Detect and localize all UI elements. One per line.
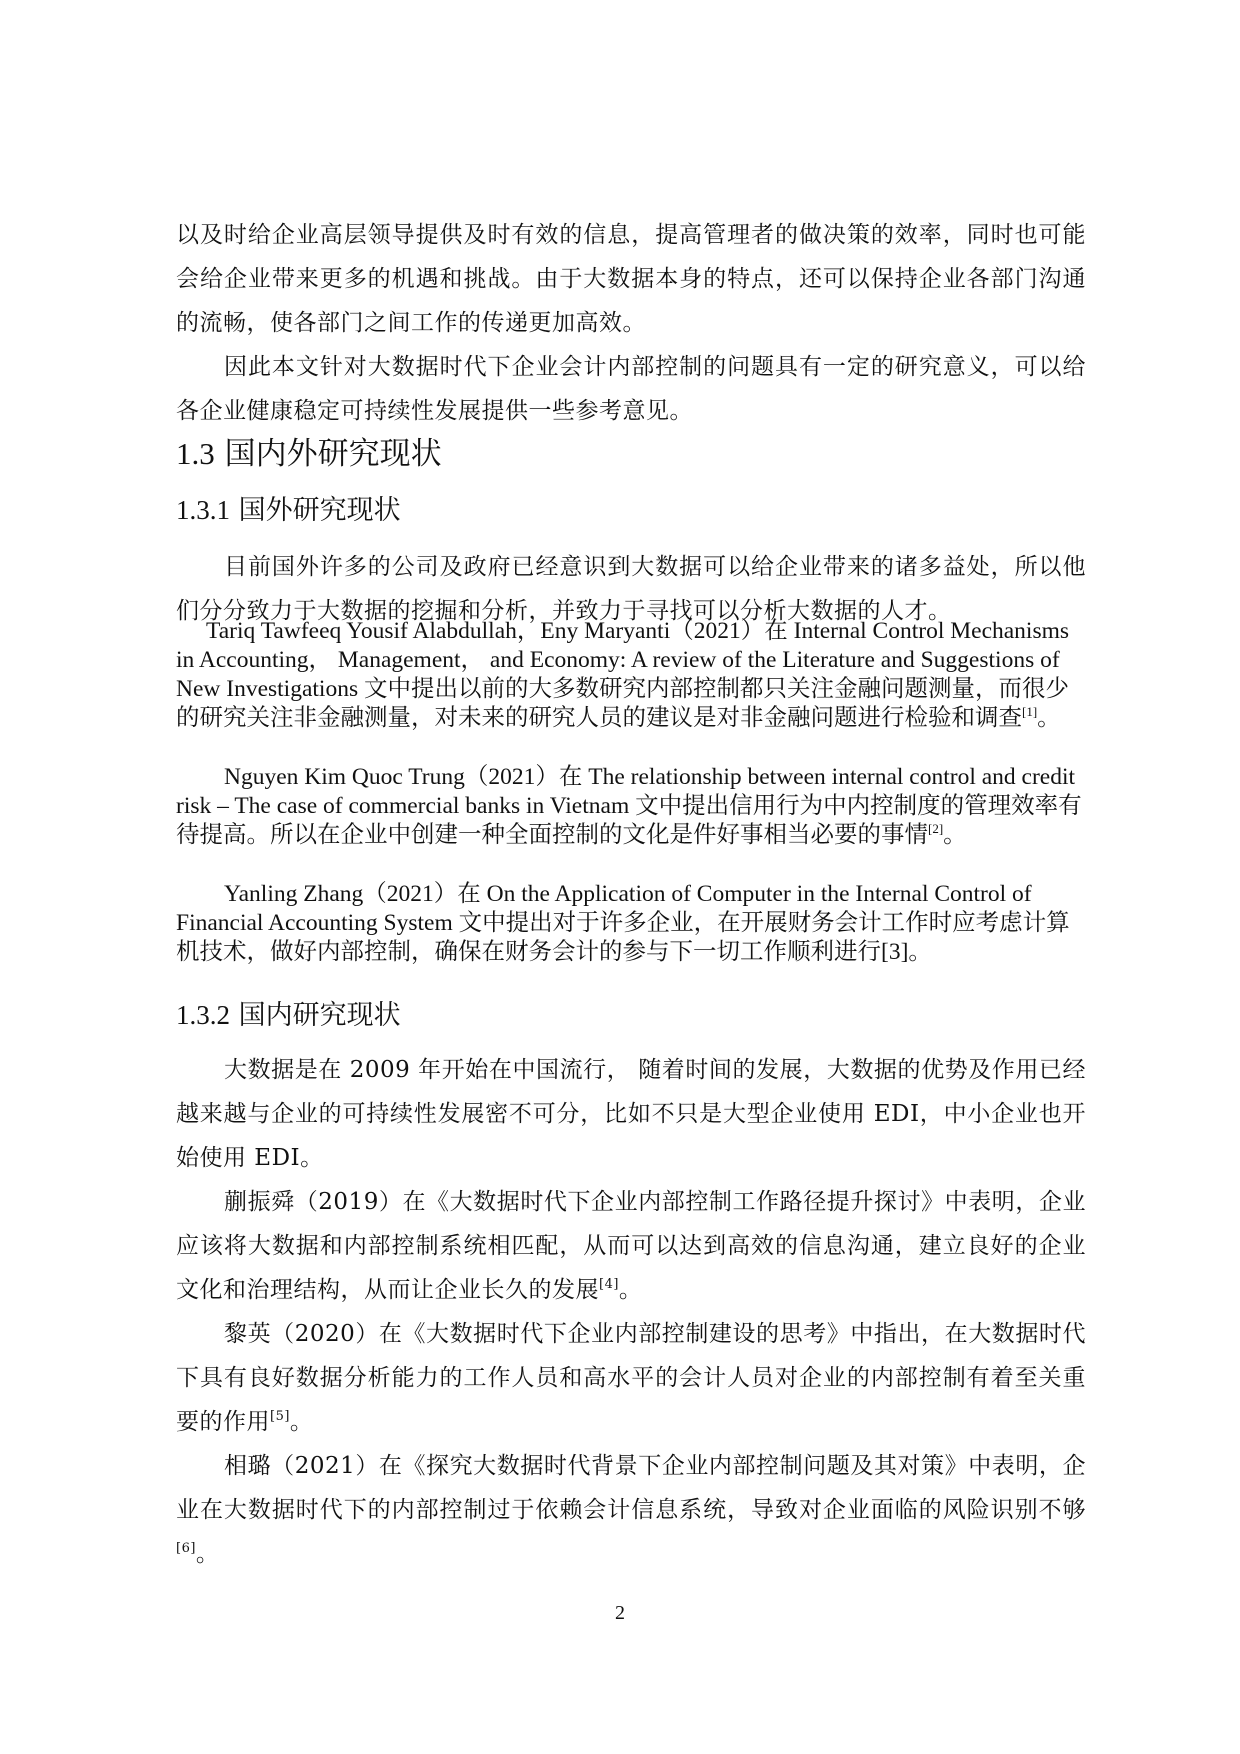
section-heading-1-3-2 — [176, 993, 401, 1032]
section-number: 1.3 — [176, 436, 215, 471]
body-paragraph: 以及时给企业高层领导提供及时有效的信息，提高管理者的做决策的效率，同时也可能会给企业带来更多的机遇和挑战。由于大数据本身的特点，还可以保持企业各部门沟通的流畅，使各部门之间工作的传递更加高效。 — [176, 222, 1086, 336]
section-title: 国内外研究现状 — [224, 436, 442, 472]
punctuation: 。 — [618, 1277, 643, 1303]
paragraph-text: 蒯振舜（2019）在《大数据时代下企业内部控制工作路径提升探讨》中表明，企业应该将大数据和内部控制系统相匹配，从而可以达到高效的信息沟通，建立良好的企业文化和治理结构，从而让企业长久的发展 — [176, 1189, 1086, 1303]
punctuation: 。 — [195, 1541, 220, 1567]
paragraph-text: 黎英（2020）在《大数据时代下企业内部控制建设的思考》中指出，在大数据时代下具有良好数据分析能力的工作人员和高水平的会计人员对企业的内部控制有着至关重要的作用 — [176, 1321, 1086, 1435]
section-number: 1.3.2 — [176, 1000, 230, 1030]
citation-mark: [2] — [928, 821, 944, 836]
citation-mark: [6] — [176, 1541, 196, 1556]
citation-mark: [4] — [599, 1277, 619, 1292]
body-paragraph: 大数据是在 2009 年开始在中国流行， 随着时间的发展，大数据的优势及作用已经越来越与企业的可持续性发展密不可分，比如不只是大型企业使用 EDI，中小企业也开始使用 EDI。 — [176, 1057, 1086, 1171]
citation-mark: [1] — [1022, 704, 1038, 719]
section-title: 国外研究现状 — [238, 495, 401, 526]
reference-paragraph: Yanling Zhang（2021）在 On the Application of Computer in the Internal Control of Financial Accounting System 文中提出对于许多企业，在开展财务会计工作时应考虑计算机技术，做好内部控制，确保在财务会计的参与下一切工作顺利进行[3]。 — [176, 881, 1070, 965]
body-paragraph: 目前国外许多的公司及政府已经意识到大数据可以给企业带来的诸多益处，所以他们分分致力于大数据的挖掘和分析，并致力于寻找可以分析大数据的人才。 — [176, 554, 1086, 624]
body-paragraph: 因此本文针对大数据时代下企业会计内部控制的问题具有一定的研究意义，可以给各企业健康稳定可持续性发展提供一些参考意见。 — [176, 354, 1086, 424]
section-heading-1-3-1 — [176, 488, 401, 527]
punctuation: 。 — [289, 1409, 314, 1435]
section-title: 国内研究现状 — [238, 1000, 401, 1031]
body-paragraph — [176, 1444, 1086, 1576]
punctuation: 。 — [1037, 705, 1061, 731]
page-number: 2 — [615, 1602, 625, 1624]
section-number: 1.3.1 — [176, 495, 230, 525]
citation-mark: [5] — [270, 1409, 290, 1424]
body-paragraph — [176, 1180, 1086, 1312]
reference-text: Tariq Tawfeeq Yousif Alabdullah，Eny Maryanti（2021）在 Internal Control Mechanisms in Accounting， Management， and Economy: A review of the Literature and Suggestions of New Investigations 文中提出以前的大多数研究内部控制都只关注金融问题测量，而很少的研究关注非金融测量，对未来的研究人员的建议是对非金融问题进行检验和调查 — [176, 618, 1070, 731]
paragraph-text: 相璐（2021）在《探究大数据时代背景下企业内部控制问题及其对策》中表明，企业在大数据时代下的内部控制过于依赖会计信息系统，导致对企业面临的风险识别不够 — [176, 1453, 1086, 1523]
reference-paragraph — [176, 763, 1086, 850]
reference-text: Nguyen Kim Quoc Trung（2021）在 The relationship between internal control and credit risk – The case of commercial banks in Vietnam 文中提出信用行为中内控制度的管理效率有待提高。所以在企业中创建一种全面控制的文化是件好事相当必要的事情 — [176, 764, 1082, 848]
body-paragraph — [176, 1312, 1086, 1444]
reference-paragraph — [176, 617, 1086, 733]
punctuation: 。 — [943, 822, 967, 848]
section-heading-1-3 — [176, 428, 442, 473]
